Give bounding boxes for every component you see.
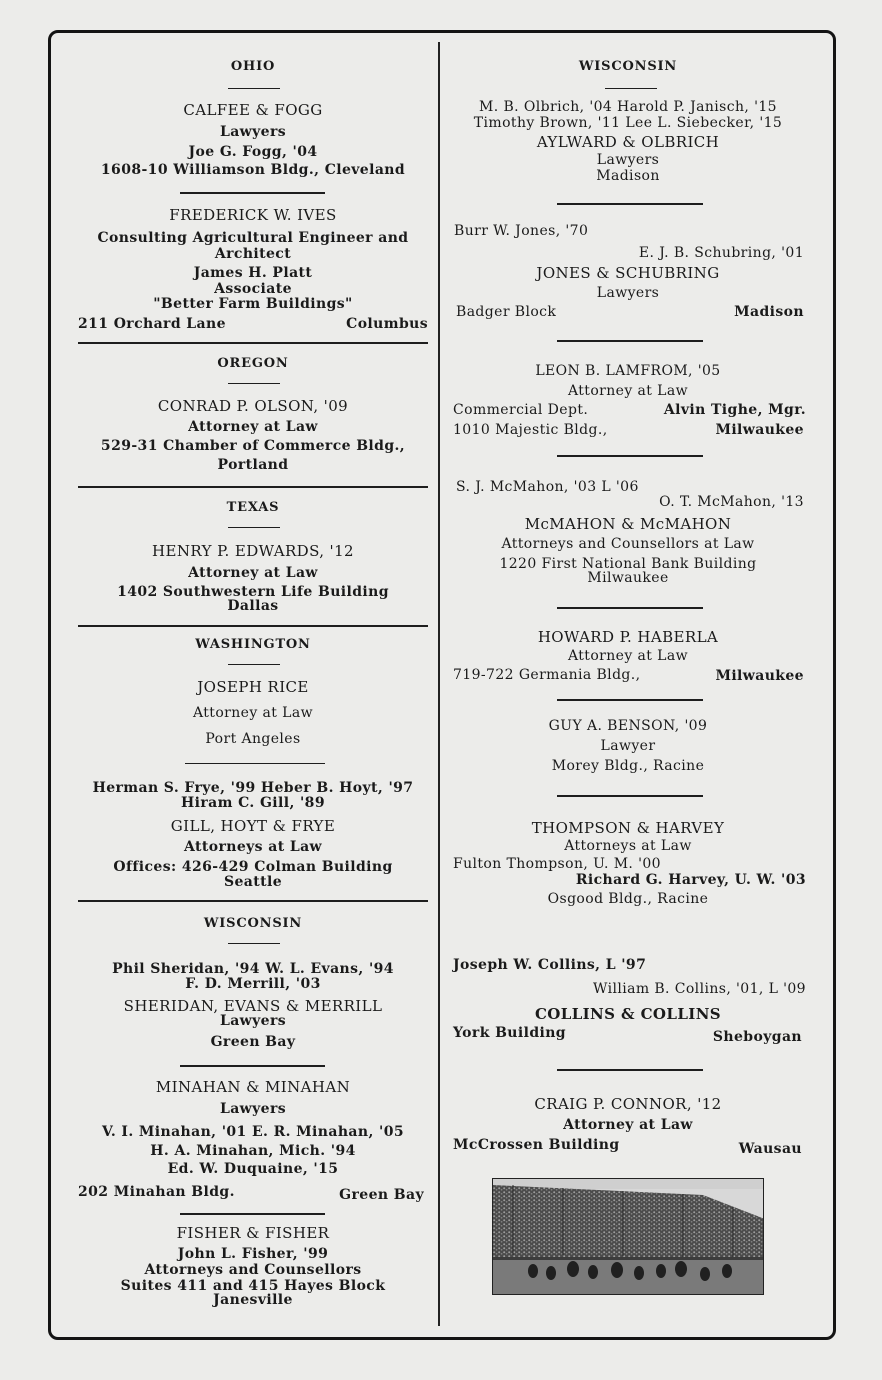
profession: Lawyers bbox=[596, 152, 660, 168]
members-line-1: M. B. Olbrich, '04 Harold P. Janisch, '15 bbox=[479, 99, 777, 115]
member-2: E. J. B. Schubring, '01 bbox=[638, 245, 804, 261]
state-heading-texas: TEXAS bbox=[226, 500, 280, 515]
profession: Lawyer bbox=[600, 738, 656, 754]
name-howard-haberla: HOWARD P. HABERLA bbox=[537, 628, 719, 646]
city: Madison bbox=[734, 304, 804, 320]
address: Suites 411 and 415 Hayes Block bbox=[120, 1278, 386, 1294]
heading-rule bbox=[228, 88, 280, 89]
members-line-2: H. A. Minahan, Mich. '94 bbox=[150, 1143, 356, 1159]
member-name: Joe G. Fogg, '04 bbox=[188, 144, 318, 160]
city: Milwaukee bbox=[715, 422, 804, 438]
city: Columbus bbox=[346, 316, 428, 332]
profession: Attorney at Law bbox=[188, 419, 318, 435]
heading-rule bbox=[605, 88, 657, 89]
members-line-2: Hiram C. Gill, '89 bbox=[181, 795, 325, 811]
city: Portland bbox=[217, 457, 289, 473]
members-line-1: Herman S. Frye, '99 Heber B. Hoyt, '97 bbox=[92, 780, 414, 796]
entry-separator bbox=[557, 203, 703, 205]
book-title: "Better Farm Buildings" bbox=[153, 296, 353, 312]
member-1: S. J. McMahon, '03 L '06 bbox=[456, 479, 639, 495]
member-1: Burr W. Jones, '70 bbox=[454, 223, 589, 239]
entry-separator bbox=[557, 699, 703, 701]
profession: Attorneys and Counsellors at Law bbox=[501, 536, 755, 552]
name-craig-connor: CRAIG P. CONNOR, '12 bbox=[534, 1095, 722, 1113]
members-line-1: V. I. Minahan, '01 E. R. Minahan, '05 bbox=[102, 1124, 404, 1140]
street-address: 1010 Majestic Bldg., bbox=[453, 422, 608, 438]
firm-sheridan-evans-merrill: SHERIDAN, EVANS & MERRILL bbox=[123, 997, 383, 1015]
profession: Lawyers bbox=[219, 1101, 287, 1117]
profession: Lawyers bbox=[219, 1013, 287, 1029]
city: Janesville bbox=[213, 1292, 293, 1308]
profession: Attorney at Law bbox=[193, 705, 313, 721]
section-rule bbox=[78, 342, 428, 344]
member-name: John L. Fisher, '99 bbox=[177, 1246, 329, 1262]
state-heading-wisconsin: WISCONSIN bbox=[578, 59, 678, 74]
member-1: Joseph W. Collins, L '97 bbox=[453, 957, 647, 973]
title-line-1: Consulting Agricultural Engineer and bbox=[97, 230, 409, 246]
heading-rule bbox=[228, 664, 280, 665]
firm-mcmahon-mcmahon: McMAHON & McMAHON bbox=[524, 515, 732, 533]
name-leon-lamfrom: LEON B. LAMFROM, '05 bbox=[535, 363, 721, 379]
address: 1402 Southwestern Life Building bbox=[117, 584, 389, 600]
heading-rule bbox=[228, 943, 280, 944]
heading-rule bbox=[228, 527, 280, 528]
street-address: 211 Orchard Lane bbox=[78, 316, 226, 332]
section-rule bbox=[78, 486, 428, 488]
state-heading-washington: WASHINGTON bbox=[195, 637, 311, 652]
column-divider bbox=[438, 42, 440, 1326]
name-joseph-rice: JOSEPH RICE bbox=[197, 678, 309, 696]
title-line-2: Architect bbox=[214, 246, 292, 262]
entry-separator bbox=[557, 340, 703, 342]
entry-separator bbox=[557, 607, 703, 609]
street-address: York Building bbox=[453, 1025, 566, 1041]
city: Wausau bbox=[738, 1141, 802, 1157]
profession: Lawyers bbox=[219, 124, 287, 140]
section-rule bbox=[78, 625, 428, 627]
address: 529-31 Chamber of Commerce Bldg., bbox=[100, 438, 406, 454]
city: Seattle bbox=[223, 874, 283, 890]
city: Green Bay bbox=[339, 1187, 424, 1203]
entry-separator bbox=[180, 1065, 325, 1067]
street-address: Badger Block bbox=[456, 304, 557, 320]
football-stadium-photograph bbox=[492, 1178, 764, 1295]
name-conrad-olson: CONRAD P. OLSON, '09 bbox=[157, 397, 349, 415]
firm-thompson-harvey: THOMPSON & HARVEY bbox=[531, 819, 725, 837]
address: Offices: 426-429 Colman Building bbox=[113, 859, 393, 875]
city: Milwaukee bbox=[715, 668, 804, 684]
members-line-3: Ed. W. Duquaine, '15 bbox=[167, 1161, 339, 1177]
street-address: 719-722 Germania Bldg., bbox=[453, 667, 641, 683]
associate-name: James H. Platt bbox=[193, 265, 313, 281]
profession: Attorneys at Law bbox=[564, 838, 692, 854]
address: Osgood Bldg., Racine bbox=[547, 891, 709, 907]
profession: Attorney at Law bbox=[563, 1117, 693, 1133]
firm-aylward-olbrich: AYLWARD & OLBRICH bbox=[536, 133, 720, 151]
firm-fisher-fisher: FISHER & FISHER bbox=[176, 1224, 330, 1242]
street-address: McCrossen Building bbox=[453, 1137, 620, 1153]
profession: Attorney at Law bbox=[568, 648, 688, 664]
member-2: Richard G. Harvey, U. W. '03 bbox=[575, 872, 806, 888]
state-heading-ohio: OHIO bbox=[230, 59, 276, 74]
city: Madison bbox=[596, 168, 660, 184]
associate-label: Associate bbox=[214, 281, 292, 297]
name-guy-benson: GUY A. BENSON, '09 bbox=[548, 718, 708, 734]
street-address: 202 Minahan Bldg. bbox=[78, 1184, 235, 1200]
profession: Attorneys and Counsellors bbox=[144, 1262, 362, 1278]
firm-collins-collins: COLLINS & COLLINS bbox=[534, 1005, 722, 1023]
entry-separator bbox=[180, 192, 325, 194]
city: Port Angeles bbox=[205, 731, 301, 747]
state-heading-wisconsin: WISCONSIN bbox=[203, 916, 303, 931]
city: Milwaukee bbox=[587, 570, 669, 586]
city: Sheboygan bbox=[712, 1029, 802, 1045]
entry-separator bbox=[557, 1069, 703, 1071]
address: 1608-10 Williamson Bldg., Cleveland bbox=[100, 162, 406, 178]
profession: Attorneys at Law bbox=[183, 839, 323, 855]
department: Commercial Dept. bbox=[453, 402, 589, 418]
city: Dallas bbox=[227, 598, 279, 614]
address: 1220 First National Bank Building bbox=[499, 556, 757, 572]
state-heading-oregon: OREGON bbox=[217, 356, 289, 371]
profession: Lawyers bbox=[596, 285, 660, 301]
address: Morey Bldg., Racine bbox=[551, 758, 705, 774]
profession: Attorney at Law bbox=[568, 383, 688, 399]
firm-jones-schubring: JONES & SCHUBRING bbox=[536, 264, 720, 282]
members-line-2: Timothy Brown, '11 Lee L. Siebecker, '15 bbox=[473, 115, 783, 131]
entry-separator bbox=[185, 763, 325, 764]
entry-separator bbox=[557, 455, 703, 457]
section-rule bbox=[78, 900, 428, 902]
firm-gill-hoyt-frye: GILL, HOYT & FRYE bbox=[170, 817, 336, 835]
members-line-2: F. D. Merrill, '03 bbox=[185, 976, 321, 992]
firm-calfee-fogg: CALFEE & FOGG bbox=[183, 101, 323, 119]
entry-separator bbox=[180, 1213, 325, 1215]
manager: Alvin Tighe, Mgr. bbox=[663, 402, 806, 418]
heading-rule bbox=[228, 383, 280, 384]
name-henry-edwards: HENRY P. EDWARDS, '12 bbox=[152, 542, 354, 560]
member-1: Fulton Thompson, U. M. '00 bbox=[453, 856, 661, 872]
members-line-1: Phil Sheridan, '94 W. L. Evans, '94 bbox=[112, 961, 394, 977]
profession: Attorney at Law bbox=[188, 565, 318, 581]
member-2: William B. Collins, '01, L '09 bbox=[593, 981, 806, 997]
firm-minahan-minahan: MINAHAN & MINAHAN bbox=[155, 1078, 351, 1096]
entry-separator bbox=[557, 795, 703, 797]
name-frederick-ives: FREDERICK W. IVES bbox=[169, 206, 337, 224]
member-2: O. T. McMahon, '13 bbox=[659, 494, 804, 510]
city: Green Bay bbox=[210, 1034, 296, 1050]
